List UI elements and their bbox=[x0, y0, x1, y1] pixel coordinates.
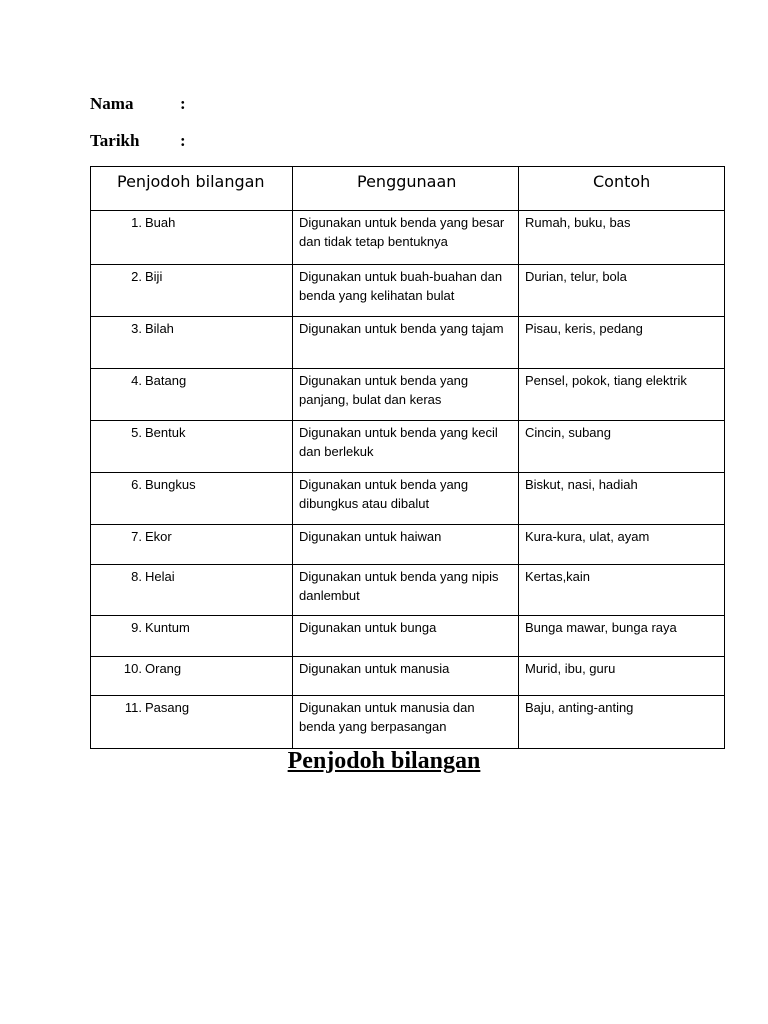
row-example: Biskut, nasi, hadiah bbox=[525, 477, 638, 492]
row-name: Bentuk bbox=[145, 425, 186, 440]
header-contoh: Contoh bbox=[519, 167, 725, 211]
row-number: 11. bbox=[124, 700, 142, 715]
row-example: Pisau, keris, pedang bbox=[525, 321, 643, 336]
row-number: 1. bbox=[131, 215, 142, 230]
table-row bbox=[91, 565, 725, 616]
row-number: 5. bbox=[131, 425, 142, 440]
row-example: Pensel, pokok, tiang elektrik bbox=[525, 373, 687, 388]
row-usage: Digunakan untuk benda yang nipis danlembut bbox=[299, 569, 499, 603]
table-row bbox=[91, 525, 725, 565]
penjodoh-bilangan-table bbox=[90, 166, 725, 749]
nama-label: Nama bbox=[90, 94, 134, 113]
row-number: 7. bbox=[131, 529, 142, 544]
row-name: Kuntum bbox=[145, 620, 190, 635]
table-row bbox=[91, 369, 725, 421]
table-row bbox=[91, 616, 725, 657]
row-example: Rumah, buku, bas bbox=[525, 215, 631, 230]
nama-field bbox=[90, 94, 186, 114]
row-example: Kertas,kain bbox=[525, 569, 591, 584]
row-usage: Digunakan untuk benda yang kecil dan berlekuk bbox=[299, 425, 498, 459]
row-name: Buah bbox=[145, 215, 176, 230]
row-name: Orang bbox=[145, 661, 182, 676]
row-example: Cincin, subang bbox=[525, 425, 611, 440]
row-usage: Digunakan untuk manusia dan benda yang berpasangan bbox=[299, 700, 475, 734]
row-name: Biji bbox=[145, 269, 163, 284]
row-name: Batang bbox=[145, 373, 187, 388]
row-number: 10. bbox=[123, 661, 142, 676]
row-usage: Digunakan untuk bunga bbox=[299, 620, 437, 635]
row-number: 6. bbox=[131, 477, 142, 492]
page-title: Penjodoh bilangan bbox=[287, 748, 481, 774]
tarikh-separator: : bbox=[180, 131, 186, 150]
row-name: Helai bbox=[145, 569, 175, 584]
nama-separator: : bbox=[180, 94, 186, 113]
row-example: Bunga mawar, bunga raya bbox=[525, 620, 677, 635]
row-usage: Digunakan untuk manusia bbox=[299, 661, 450, 676]
tarikh-field bbox=[90, 131, 186, 151]
header-penggunaan: Penggunaan bbox=[293, 167, 519, 211]
row-name: Ekor bbox=[145, 529, 172, 544]
table-row bbox=[91, 657, 725, 696]
row-name: Pasang bbox=[145, 700, 190, 715]
row-number: 9. bbox=[131, 620, 142, 635]
row-name: Bilah bbox=[145, 321, 174, 336]
row-usage: Digunakan untuk benda yang besar dan tidak tetap bentuknya bbox=[299, 215, 505, 249]
row-number: 4. bbox=[131, 373, 142, 388]
row-usage: Digunakan untuk benda yang panjang, bulat dan keras bbox=[299, 373, 469, 407]
row-usage: Digunakan untuk benda yang dibungkus atau dibalut bbox=[299, 477, 469, 511]
row-number: 2. bbox=[131, 269, 142, 284]
row-example: Baju, anting-anting bbox=[525, 700, 634, 715]
header-penjodoh-bilangan: Penjodoh bilangan bbox=[91, 167, 293, 211]
tarikh-label: Tarikh bbox=[90, 131, 140, 150]
row-example: Durian, telur, bola bbox=[525, 269, 627, 284]
table-row bbox=[91, 473, 725, 525]
row-number: 3. bbox=[131, 321, 142, 336]
row-name: Bungkus bbox=[145, 477, 196, 492]
row-usage: Digunakan untuk haiwan bbox=[299, 529, 442, 544]
table-header-row bbox=[91, 167, 725, 211]
row-example: Kura-kura, ulat, ayam bbox=[525, 529, 650, 544]
row-usage: Digunakan untuk benda yang tajam bbox=[299, 321, 504, 336]
row-example: Murid, ibu, guru bbox=[525, 661, 616, 676]
table-row bbox=[91, 317, 725, 369]
table-row bbox=[91, 211, 725, 265]
table-row bbox=[91, 421, 725, 473]
table-row bbox=[91, 265, 725, 317]
row-number: 8. bbox=[131, 569, 142, 584]
table-row bbox=[91, 696, 725, 749]
row-usage: Digunakan untuk buah-buahan dan benda yang kelihatan bulat bbox=[299, 269, 503, 303]
